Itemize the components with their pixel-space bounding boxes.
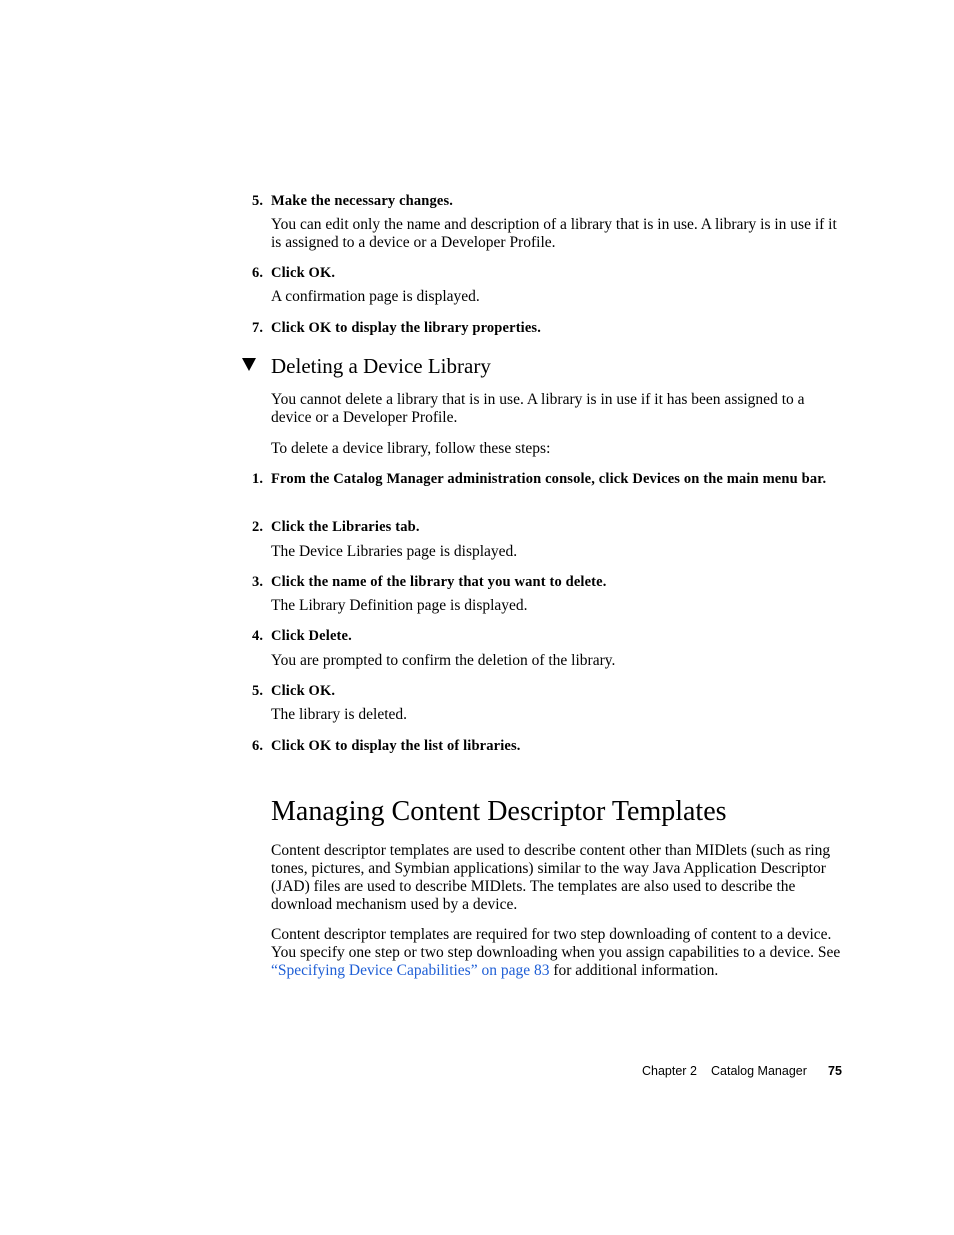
step-item	[252, 627, 842, 645]
step-item	[252, 518, 842, 536]
paragraph	[271, 926, 843, 980]
step-number: 6.	[252, 738, 264, 754]
step-detail: You can edit only the name and description of a library that is in use. A library is in use if it is assigned to a device or a Developer Profile.	[271, 216, 837, 251]
procedure-intro: You cannot delete a library that is in use. A library is in use if it has been assigned to a device or a Developer Profile.	[271, 391, 805, 426]
page-number: 75	[828, 1064, 842, 1078]
step-item	[252, 470, 842, 488]
step-text: Click the name of the library that you want to delete.	[271, 574, 607, 590]
step-text: Click Delete.	[271, 628, 352, 644]
section-heading: Managing Content Descriptor Templates	[271, 796, 727, 827]
step-number: 3.	[252, 574, 264, 590]
step-number: 7.	[252, 320, 264, 336]
triangle-down-icon	[241, 356, 257, 372]
paragraph-text: Content descriptor templates are required for two step downloading of content to a device. You specify one step or two step downloading when you assign capabilities to a device. See	[271, 926, 841, 961]
step-number: 6.	[252, 265, 264, 281]
cross-reference-link[interactable]: “Specifying Device Capabilities” on page 83	[271, 962, 550, 979]
step-number: 4.	[252, 628, 264, 644]
paragraph: Content descriptor templates are used to describe content other than MIDlets (such as ring tones, pictures, and Symbian applications) similar to the way Java Application Descriptor (JAD) files are used to describe MIDlets. The templates are also used to describe the download mechanism used by a device.	[271, 842, 831, 913]
step-text: Click OK to display the library properties.	[271, 320, 541, 336]
step-number: 1.	[252, 471, 264, 487]
step-text: Click OK to display the list of libraries.	[271, 738, 521, 754]
step-text: Click OK.	[271, 683, 336, 699]
step-detail: You are prompted to confirm the deletion of the library.	[271, 652, 616, 669]
procedure-lead: To delete a device library, follow these steps:	[271, 440, 551, 457]
paragraph-text: for additional information.	[549, 962, 719, 979]
step-item	[252, 264, 842, 282]
step-text: Click the Libraries tab.	[271, 519, 420, 535]
procedure-heading: Deleting a Device Library	[271, 354, 491, 378]
footer-chapter: Chapter 2	[642, 1064, 697, 1078]
step-item	[252, 573, 842, 591]
step-text: Make the necessary changes.	[271, 193, 454, 209]
step-number: 5.	[252, 193, 264, 209]
step-detail: The Library Definition page is displayed.	[271, 597, 528, 614]
step-number: 2.	[252, 519, 264, 535]
step-text: Click OK.	[271, 265, 336, 281]
step-detail: The Device Libraries page is displayed.	[271, 543, 518, 560]
step-item	[252, 737, 842, 755]
step-text: From the Catalog Manager administration console, click Devices on the main menu bar.	[271, 471, 827, 487]
footer-title: Catalog Manager	[711, 1064, 807, 1078]
step-item	[252, 319, 842, 337]
step-item	[252, 682, 842, 700]
step-number: 5.	[252, 683, 264, 699]
step-item	[252, 192, 842, 210]
step-detail: The library is deleted.	[271, 706, 408, 723]
step-detail: A confirmation page is displayed.	[271, 288, 480, 305]
